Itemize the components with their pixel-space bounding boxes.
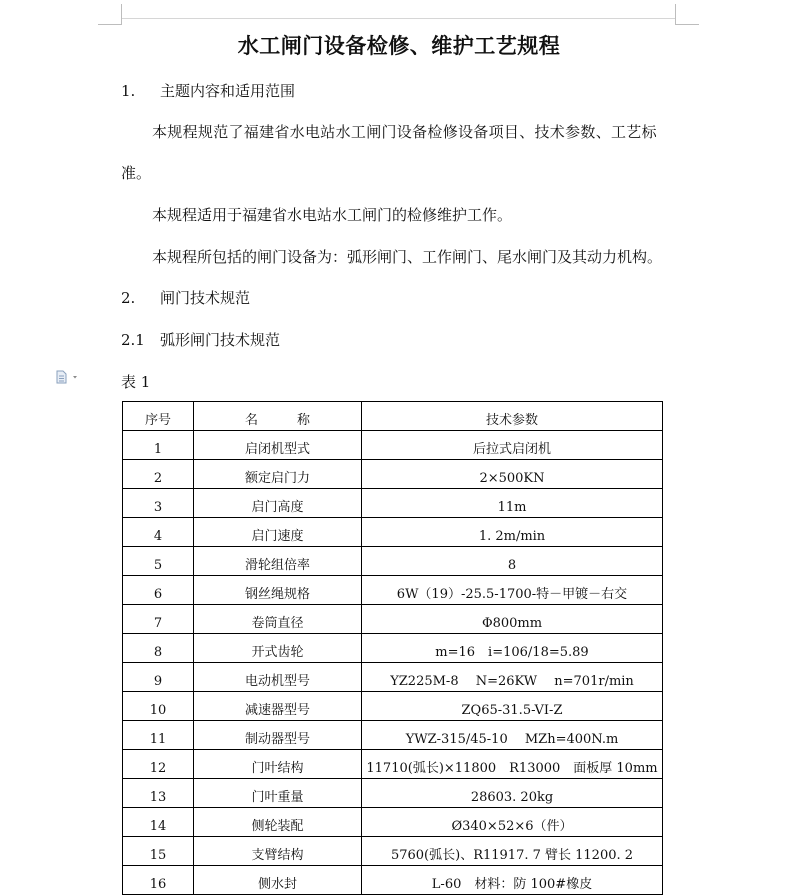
table-cell: 10 xyxy=(123,692,194,721)
table-cell: 16 xyxy=(123,866,194,895)
table-row xyxy=(123,518,663,547)
section-heading-2 xyxy=(121,287,250,308)
table-cell: 门叶重量 xyxy=(194,779,362,808)
table-cell: 1. 2m/min xyxy=(362,518,663,547)
table-cell: 8 xyxy=(123,634,194,663)
table-cell: 电动机型号 xyxy=(194,663,362,692)
spec-table xyxy=(122,401,663,895)
table-row xyxy=(123,750,663,779)
table-cell: 12 xyxy=(123,750,194,779)
table-cell: Ø340×52×6（件） xyxy=(362,808,663,837)
table-cell: 启门高度 xyxy=(194,489,362,518)
crop-mark-right-horizontal xyxy=(675,24,699,25)
table-cell: 3 xyxy=(123,489,194,518)
table-cell: 额定启门力 xyxy=(194,460,362,489)
paragraph-3: 本规程所包括的闸门设备为：弧形闸门、工作闸门、尾水闸门及其动力机构。 xyxy=(152,248,663,266)
page-title: 水工闸门设备检修、维护工艺规程 xyxy=(237,33,561,58)
table-cell: 后拉式启闭机 xyxy=(362,431,663,460)
crop-mark-right-vertical xyxy=(675,4,676,24)
table-cell: 侧轮装配 xyxy=(194,808,362,837)
section-heading-2-1 xyxy=(121,329,280,350)
section-text: 闸门技术规范 xyxy=(160,289,251,307)
table-cell: 门叶结构 xyxy=(194,750,362,779)
page-top-line xyxy=(122,18,675,19)
table-cell: 支臂结构 xyxy=(194,837,362,866)
table-row xyxy=(123,547,663,576)
table-cell: 13 xyxy=(123,779,194,808)
table-row xyxy=(123,692,663,721)
table-cell: 制动器型号 xyxy=(194,721,362,750)
table-cell: 2 xyxy=(123,460,194,489)
table-cell: ZQ65-31.5-VI-Z xyxy=(362,692,663,721)
table-header: 序号 xyxy=(123,402,194,431)
table-row xyxy=(123,576,663,605)
table-cell: 15 xyxy=(123,837,194,866)
section-heading-1 xyxy=(121,80,295,101)
table-row xyxy=(123,489,663,518)
table-cell: L-60 材料：防 100#橡皮 xyxy=(362,866,663,895)
table-cell: 11m xyxy=(362,489,663,518)
table-header: 名 称 xyxy=(194,402,362,431)
table-cell: 4 xyxy=(123,518,194,547)
table-cell: 侧水封 xyxy=(194,866,362,895)
paragraph-1-line-2: 准。 xyxy=(121,164,152,182)
table-cell: 启门速度 xyxy=(194,518,362,547)
section-number: 2.1 xyxy=(121,331,145,349)
table-cell: 6 xyxy=(123,576,194,605)
table-cell: YWZ-315/45-10 MZh=400N.m xyxy=(362,721,663,750)
document-icon[interactable] xyxy=(56,370,80,384)
table-cell: 6W（19）-25.5-1700-特－甲镀－右交 xyxy=(362,576,663,605)
table-row xyxy=(123,634,663,663)
table-cell: 5760(弧长)、R11917. 7 臂长 11200. 2 xyxy=(362,837,663,866)
paragraph-1-line-1: 本规程规范了福建省水电站水工闸门设备检修设备项目、技术参数、工艺标 xyxy=(152,123,657,141)
table-cell: 14 xyxy=(123,808,194,837)
table-cell: 减速器型号 xyxy=(194,692,362,721)
table-cell: 开式齿轮 xyxy=(194,634,362,663)
table-cell: Φ800mm xyxy=(362,605,663,634)
table-cell: YZ225M-8 N=26KW n=701r/min xyxy=(362,663,663,692)
table-cell: 钢丝绳规格 xyxy=(194,576,362,605)
section-number: 2. xyxy=(121,289,136,307)
paragraph-2: 本规程适用于福建省水电站水工闸门的检修维护工作。 xyxy=(152,206,513,224)
table-row xyxy=(123,808,663,837)
table-cell: 11 xyxy=(123,721,194,750)
table-cell: 1 xyxy=(123,431,194,460)
table-cell: 28603. 20kg xyxy=(362,779,663,808)
crop-mark-left-horizontal xyxy=(98,24,122,25)
table-row xyxy=(123,605,663,634)
table-row xyxy=(123,721,663,750)
table-row xyxy=(123,779,663,808)
table-cell: 7 xyxy=(123,605,194,634)
table-row xyxy=(123,431,663,460)
table-cell: 滑轮组倍率 xyxy=(194,547,362,576)
table-row xyxy=(123,837,663,866)
table-cell: 8 xyxy=(362,547,663,576)
table-cell: m=16 i=106/18=5.89 xyxy=(362,634,663,663)
table-cell: 卷筒直径 xyxy=(194,605,362,634)
table-cell: 5 xyxy=(123,547,194,576)
crop-mark-left-vertical xyxy=(121,4,122,24)
table-cell: 启闭机型式 xyxy=(194,431,362,460)
table-cell: 9 xyxy=(123,663,194,692)
table-row xyxy=(123,866,663,895)
section-number: 1. xyxy=(121,82,136,100)
table-caption: 表 1 xyxy=(121,373,151,391)
table-row xyxy=(123,460,663,489)
table-cell: 2×500KN xyxy=(362,460,663,489)
section-text: 主题内容和适用范围 xyxy=(160,82,296,100)
section-text: 弧形闸门技术规范 xyxy=(160,331,281,349)
table-cell: 11710(弧长)×11800 R13000 面板厚 10mm xyxy=(362,750,663,779)
table-header: 技术参数 xyxy=(362,402,663,431)
table-row xyxy=(123,663,663,692)
table-header-row xyxy=(123,402,663,431)
